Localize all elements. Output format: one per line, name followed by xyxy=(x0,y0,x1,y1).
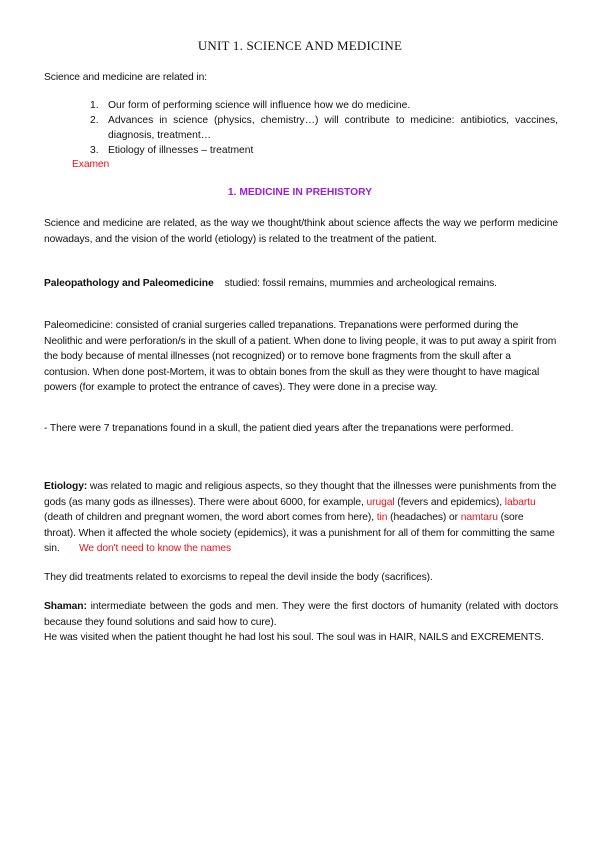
page-title: UNIT 1. SCIENCE AND MEDICINE xyxy=(197,38,403,53)
intro-text: Science and medicine are related in: xyxy=(44,72,207,83)
paragraph-shaman xyxy=(44,599,558,646)
god-name: urugal xyxy=(366,496,395,508)
list-number: 2. xyxy=(90,115,99,126)
exam-note: Examen xyxy=(72,159,110,170)
list-item-text: Advances in science (physics, chemistry…) will contribute to medicine: antibiotics, vaccines, diagnosis, treatment… xyxy=(108,115,558,141)
list-item xyxy=(90,98,558,113)
paragraph-seven-trepanations: - There were 7 trepanations found in a skull, the patient died years after the trepanations were performed. xyxy=(44,423,514,434)
etiology-term: Etiology: xyxy=(44,481,88,492)
paleo-term: Paleopathology and Paleomedicine xyxy=(44,278,214,289)
list-number: 1. xyxy=(90,100,99,111)
list-number: 3. xyxy=(90,145,99,156)
etiology-text: (fevers and epidemics), xyxy=(394,496,505,508)
paragraph-exorcism: They did treatments related to exorcisms to repeal the devil inside the body (sacrifices). xyxy=(44,572,433,583)
paragraph-etiology xyxy=(44,479,558,557)
list-item-text: Etiology of illnesses – treatment xyxy=(108,145,254,156)
god-name: labartu xyxy=(504,496,536,508)
paragraph-paleo xyxy=(44,276,558,292)
list-item xyxy=(90,143,558,158)
shaman-text-2: He was visited when the patient thought he had lost his soul. The soul was in HAIR, NAILS and EXCREMENTS. xyxy=(44,632,544,643)
paleo-text: studied: fossil remains, mummies and archeological remains. xyxy=(224,278,497,289)
god-name: tin xyxy=(376,512,388,523)
paragraph-related: Science and medicine are related, as the way we thought/think about science affects the way we perform medicine nowadays, and the vision of the world (etiology) is related to the treatment of the patient. xyxy=(44,218,558,245)
paragraph-trepanations: Paleomedicine: consisted of cranial surgeries called trepanations. Trepanations were performed during the Neolithic and were perforation/s in the skull of a patient. When done to living people, it was to put away a spirit from the body because of mental illnesses (not recognized) or to remove bone fragments from the skull after a contusion. When done post-Mortem, it was to obtain bones from the skull as they were thought to have magical powers (for example to protect the entrance of caves). They were done in a precise way. xyxy=(44,320,557,393)
god-name: namtaru xyxy=(460,512,498,523)
shaman-text: intermediate between the gods and men. They were the first doctors of humanity (related with doctors because they found solutions and said how to cure). xyxy=(44,601,558,628)
section-heading: 1. MEDICINE IN PREHISTORY xyxy=(227,187,373,198)
shaman-term: Shaman: xyxy=(44,601,87,612)
etiology-text: was related to magic and religious aspects, so they thought that the illnesses were punishments from the gods (as many gods as illnesses). There were about 6000, for example, xyxy=(44,481,557,508)
list-item-text: Our form of performing science will influence how we do medicine. xyxy=(108,100,411,111)
relation-list xyxy=(90,98,558,158)
etiology-text: (sore throat). When it affected the whole society (epidemics), it was a punishment for all of them for committing the same sin. xyxy=(44,512,555,554)
names-note: We don't need to know the names xyxy=(78,543,232,554)
etiology-text: (death of children and pregnant women, the word abort comes from here), xyxy=(44,512,377,523)
etiology-text: (headaches) or xyxy=(387,512,461,523)
list-item xyxy=(90,113,558,143)
